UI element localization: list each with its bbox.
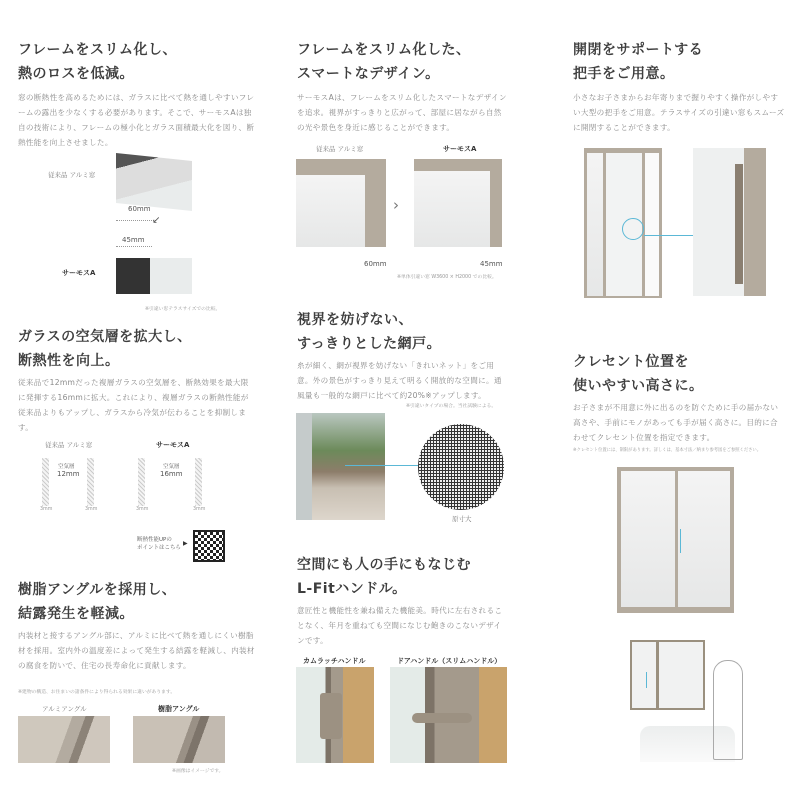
screen-photo <box>296 413 385 520</box>
air-label: 空気層 <box>163 464 180 470</box>
mesh-closeup-image <box>418 424 504 510</box>
dim-old: 60mm <box>128 205 151 213</box>
body-text: 小さなお子さまからお年寄りまで握りやすく操作がしやすい大型の把手をご用意。テラスサイズの引違い窓もスムーズに開閉することができます。 <box>573 93 785 132</box>
heading-resin-angle <box>18 578 268 626</box>
heading-line: L-Fitハンドル。 <box>297 581 407 597</box>
glass-thickness: 3mm <box>136 507 149 512</box>
label-old: 従来品 アルミ窓 <box>316 145 364 153</box>
label-door-handle: ドアハンドル（スリムハンドル） <box>397 657 502 665</box>
qr-text-line: 断熱性能UPの <box>137 537 172 543</box>
note: ※クレセント位置には、制限があります。詳しくは、基本寸法／納まり参考図をご参照ください。 <box>573 448 762 453</box>
arrow-right-icon: › <box>393 196 399 214</box>
heading-line: ガラスの空気層を拡大し、 <box>18 329 192 345</box>
heading-handle-support <box>573 38 793 86</box>
heading-lfit-handle <box>297 553 547 601</box>
note: ※建物の構造、お住まいの諸条件により得られる効果に違いがあります。 <box>18 690 176 695</box>
arrow-down-icon: ↙ <box>152 215 161 226</box>
dim-new: 45mm <box>480 260 503 268</box>
heading-screen <box>297 308 547 356</box>
label-aluminum-angle: アルミアングル <box>42 705 87 713</box>
heading-line: スマートなデザイン。 <box>297 66 440 82</box>
window-child-illustration <box>617 467 734 613</box>
label-new: サーモスA <box>156 441 190 449</box>
heading-air-layer <box>18 325 268 373</box>
heading-line: 熱のロスを低減。 <box>18 66 134 82</box>
play-arrow-icon: ▶ <box>183 540 188 547</box>
heading-line: 樹脂アングルを採用し、 <box>18 582 177 598</box>
heading-line: 断熱性を向上。 <box>18 353 120 369</box>
zoom-connector-line <box>644 235 694 236</box>
heading-line: フレームをスリム化し、 <box>18 42 177 58</box>
heading-frame-slim <box>18 38 268 86</box>
glass-thickness: 3mm <box>85 507 98 512</box>
heading-line: フレームをスリム化した、 <box>297 42 471 58</box>
body-text: 意匠性と機能性を兼ね備えた機能美。時代に左右されることなく、年月を重ねても空間になじむ飽きのこないデザインです。 <box>297 606 503 645</box>
body-text: 内装材と接するアングル部に、アルミに比べて熱を通しにくい樹脂材を採用。室内外の温度差によって発生する結露を軽減し、内装材の腐食を防いで、住宅の長寿命化に貢献します。 <box>18 631 255 670</box>
heading-line: 使いやすい高さに。 <box>573 378 704 394</box>
heading-line: 把手をご用意。 <box>573 66 675 82</box>
air-old: 12mm <box>57 470 80 478</box>
air-layer-diagram <box>30 440 220 515</box>
air-label: 空気層 <box>58 464 75 470</box>
old-window-image <box>296 159 386 247</box>
label-new: サーモスA <box>443 145 477 153</box>
aluminum-angle-image <box>18 716 110 763</box>
heading-line: 空間にも人の手にもなじむ <box>297 557 471 573</box>
heading-line: すっきりとした網戸。 <box>297 336 442 352</box>
body-text: お子さまが不用意に外に出るのを防ぐために手の届かない高さや、手前にモノがあっても手が届く高さに。目的に合わせてクレセント位置を指定できます。 <box>573 403 779 442</box>
note: ※引違い窓テラスサイズでの比較。 <box>145 307 221 312</box>
qr-code[interactable] <box>193 530 225 562</box>
heading-line: 視界を妨げない、 <box>297 312 413 328</box>
actual-size-caption: 原寸大 <box>452 515 472 523</box>
note: ※引違いタイプの場合。当社試験による。 <box>406 404 497 409</box>
glass-thickness: 3mm <box>193 507 206 512</box>
body-text: サーモスAは、フレームをスリム化したスマートなデザインを追求。視界がすっきりと広がって、部屋に居ながら自然の光や景色を身近に感じることができます。 <box>297 93 507 132</box>
body-text: 従来品で12mmだった複層ガラスの空気層を、断熱効果を最大限に発揮する16mmに拡大。これにより、複層ガラスの断熱性能が従来品よりもアップし、ガラスから冷気が伝わることを抑制します。 <box>18 378 249 432</box>
handle-closeup-illustration <box>693 148 766 296</box>
new-frame-section-image <box>116 258 192 294</box>
highlight-circle <box>622 218 644 240</box>
heading-line: クレセント位置を <box>573 354 689 370</box>
label-cam-latch-handle: カムラッチハンドル <box>303 657 366 665</box>
door-handle-image <box>390 667 507 763</box>
heading-line: 開閉をサポートする <box>573 42 704 58</box>
qr-link-text[interactable] <box>137 536 181 552</box>
frame-section-diagram <box>0 150 270 310</box>
label-resin-angle: 樹脂アングル <box>158 705 200 713</box>
body-text: 窓の断熱性を高めるためには、ガラスに比べて熱を通しやすいフレームの露出を少なくする必要があります。そこで、サーモスAは独自の技術により、フレームの極小化とガラス面積最大化を図り、断熱性能を向上させました。 <box>18 93 255 147</box>
resin-angle-image <box>133 716 225 763</box>
woman-figure-illustration <box>713 660 743 760</box>
label-old: 従来品 アルミ窓 <box>48 171 96 179</box>
glass-thickness: 3mm <box>40 507 53 512</box>
body-text: 糸が細く、網が視界を妨げない「きれいネット」をご用意。外の景色がすっきり見えて明るく開放的な空間に。通風量も一般的な網戸に比べて約20%※アップします。 <box>297 361 502 400</box>
air-new: 16mm <box>160 470 183 478</box>
cam-latch-handle-image <box>296 667 374 763</box>
heading-crescent-position <box>573 350 793 398</box>
label-old: 従来品 アルミ窓 <box>45 441 93 449</box>
old-frame-section-image <box>116 153 192 211</box>
dim-old: 60mm <box>364 260 387 268</box>
new-window-image <box>414 159 502 247</box>
note: ※単体引違い窓 W3600 × H2000 での比較。 <box>397 275 497 280</box>
image-note: ※画像はイメージです。 <box>172 769 224 774</box>
heading-smart-design <box>297 38 547 86</box>
small-window-woman-illustration <box>630 640 705 710</box>
label-new: サーモスA <box>62 269 96 277</box>
dim-new: 45mm <box>122 236 145 244</box>
qr-text-line: ポイントはこちら <box>137 545 182 551</box>
heading-line: 結露発生を軽減。 <box>18 606 134 622</box>
